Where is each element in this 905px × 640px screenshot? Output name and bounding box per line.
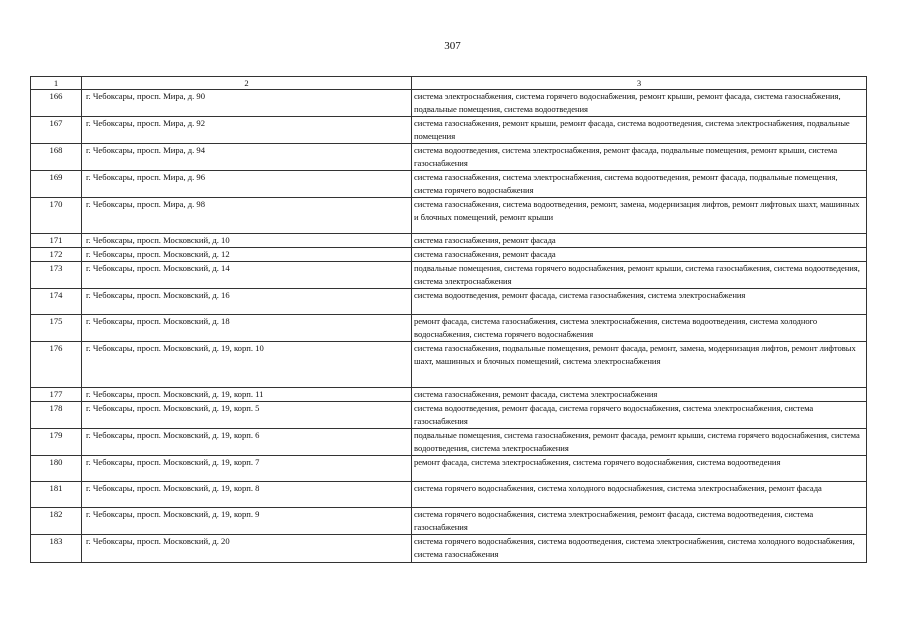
row-address: г. Чебоксары, просп. Московский, д. 19, корп. 8 <box>82 482 412 508</box>
table-row <box>31 482 867 508</box>
header-col-address: 2 <box>82 77 412 90</box>
row-address: г. Чебоксары, просп. Мира, д. 90 <box>82 90 412 117</box>
table-body <box>31 77 867 563</box>
row-address: г. Чебоксары, просп. Московский, д. 19, корп. 10 <box>82 342 412 388</box>
row-number: 170 <box>31 198 82 234</box>
row-number: 166 <box>31 90 82 117</box>
row-address: г. Чебоксары, просп. Московский, д. 19, корп. 11 <box>82 388 412 402</box>
row-number: 183 <box>31 535 82 563</box>
row-works: система газоснабжения, ремонт фасада, система электроснабжения <box>412 388 867 402</box>
row-works: система газоснабжения, ремонт фасада <box>412 234 867 248</box>
row-number: 167 <box>31 117 82 144</box>
row-works: подвальные помещения, система горячего водоснабжения, ремонт крыши, система газоснабжения, система водоотведения, система электроснабжения <box>412 262 867 289</box>
row-works: система газоснабжения, ремонт фасада <box>412 248 867 262</box>
table-row <box>31 388 867 402</box>
row-number: 168 <box>31 144 82 171</box>
row-works: система газоснабжения, подвальные помещения, ремонт фасада, ремонт, замена, модернизация лифтов, ремонт лифтовых шахт, машинных и блочных помещений, система электроснабжения <box>412 342 867 388</box>
row-address: г. Чебоксары, просп. Московский, д. 10 <box>82 234 412 248</box>
table-row <box>31 429 867 456</box>
row-works: система газоснабжения, система электроснабжения, система водоотведения, ремонт фасада, подвальные помещения, система горячего водоснабжения <box>412 171 867 198</box>
row-number: 178 <box>31 402 82 429</box>
row-number: 174 <box>31 289 82 315</box>
table-row <box>31 508 867 535</box>
row-works: подвальные помещения, система газоснабжения, ремонт фасада, ремонт крыши, система горячего водоснабжения, система водоотведения, система электроснабжения <box>412 429 867 456</box>
table-row <box>31 198 867 234</box>
row-address: г. Чебоксары, просп. Московский, д. 19, корп. 5 <box>82 402 412 429</box>
header-col-number: 1 <box>31 77 82 90</box>
table-row <box>31 248 867 262</box>
row-number: 172 <box>31 248 82 262</box>
header-col-works: 3 <box>412 77 867 90</box>
row-works: ремонт фасада, система электроснабжения, система горячего водоснабжения, система водоотведения <box>412 456 867 482</box>
row-address: г. Чебоксары, просп. Мира, д. 96 <box>82 171 412 198</box>
table-row <box>31 535 867 563</box>
page-number: 307 <box>444 40 461 52</box>
table-row <box>31 171 867 198</box>
row-number: 175 <box>31 315 82 342</box>
row-works: ремонт фасада, система газоснабжения, система электроснабжения, система водоотведения, система холодного водоснабжения, система горячего водоснабжения <box>412 315 867 342</box>
row-works: система электроснабжения, система горячего водоснабжения, ремонт крыши, ремонт фасада, система газоснабжения, подвальные помещения, система водоотведения <box>412 90 867 117</box>
row-works: система водоотведения, система электроснабжения, ремонт фасада, подвальные помещения, ремонт крыши, система газоснабжения <box>412 144 867 171</box>
table-row <box>31 342 867 388</box>
row-number: 177 <box>31 388 82 402</box>
row-address: г. Чебоксары, просп. Московский, д. 19, корп. 6 <box>82 429 412 456</box>
row-address: г. Чебоксары, просп. Мира, д. 92 <box>82 117 412 144</box>
table-row <box>31 456 867 482</box>
table-row <box>31 262 867 289</box>
table-row <box>31 144 867 171</box>
housing-register-table <box>30 76 867 563</box>
row-address: г. Чебоксары, просп. Московский, д. 12 <box>82 248 412 262</box>
row-address: г. Чебоксары, просп. Московский, д. 19, корп. 7 <box>82 456 412 482</box>
row-works: система водоотведения, ремонт фасада, система газоснабжения, система электроснабжения <box>412 289 867 315</box>
row-address: г. Чебоксары, просп. Московский, д. 20 <box>82 535 412 563</box>
row-number: 171 <box>31 234 82 248</box>
row-number: 179 <box>31 429 82 456</box>
row-number: 173 <box>31 262 82 289</box>
row-number: 169 <box>31 171 82 198</box>
row-number: 176 <box>31 342 82 388</box>
row-address: г. Чебоксары, просп. Московский, д. 14 <box>82 262 412 289</box>
row-works: система горячего водоснабжения, система электроснабжения, ремонт фасада, система водоотведения, система газоснабжения <box>412 508 867 535</box>
row-works: система газоснабжения, ремонт крыши, ремонт фасада, система водоотведения, система электроснабжения, подвальные помещения <box>412 117 867 144</box>
row-works: система газоснабжения, система водоотведения, ремонт, замена, модернизация лифтов, ремонт лифтовых шахт, машинных и блочных помещений, ремонт крыши <box>412 198 867 234</box>
row-address: г. Чебоксары, просп. Мира, д. 94 <box>82 144 412 171</box>
row-number: 180 <box>31 456 82 482</box>
row-works: система горячего водоснабжения, система водоотведения, система электроснабжения, система холодного водоснабжения, система газоснабжения <box>412 535 867 563</box>
row-works: система водоотведения, ремонт фасада, система горячего водоснабжения, система электроснабжения, система газоснабжения <box>412 402 867 429</box>
table-header-row <box>31 77 867 90</box>
row-address: г. Чебоксары, просп. Мира, д. 98 <box>82 198 412 234</box>
table-row <box>31 234 867 248</box>
row-address: г. Чебоксары, просп. Московский, д. 16 <box>82 289 412 315</box>
row-works: система горячего водоснабжения, система холодного водоснабжения, система электроснабжения, ремонт фасада <box>412 482 867 508</box>
row-number: 181 <box>31 482 82 508</box>
table-row <box>31 402 867 429</box>
row-address: г. Чебоксары, просп. Московский, д. 19, корп. 9 <box>82 508 412 535</box>
table-row <box>31 90 867 117</box>
table-row <box>31 289 867 315</box>
row-number: 182 <box>31 508 82 535</box>
table-row <box>31 315 867 342</box>
row-address: г. Чебоксары, просп. Московский, д. 18 <box>82 315 412 342</box>
table-row <box>31 117 867 144</box>
